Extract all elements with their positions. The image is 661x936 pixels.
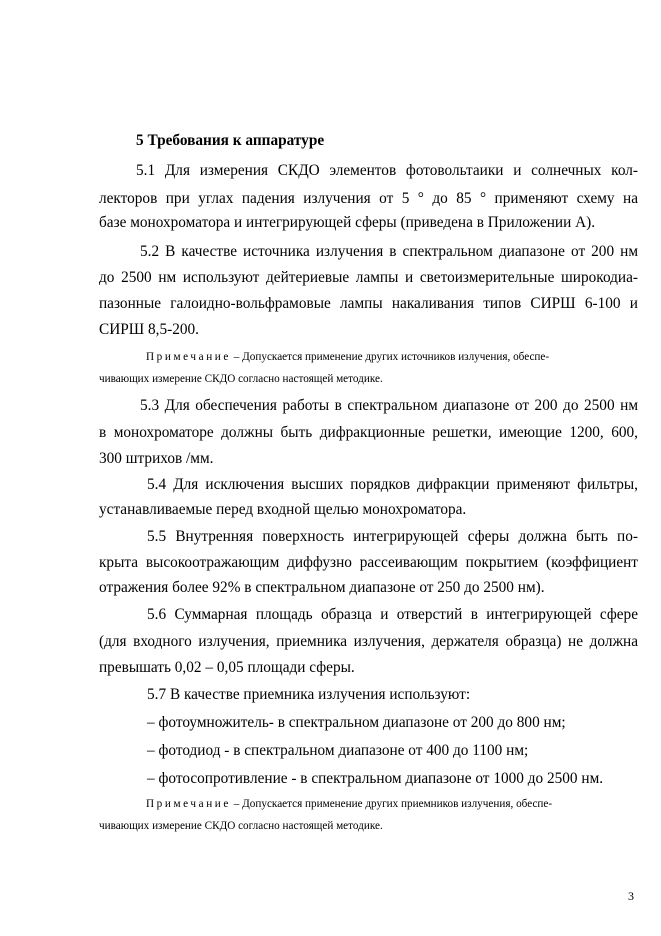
paragraph-5-4-line-2: устанавливаемые перед входной щелью монохроматора. (99, 501, 467, 518)
paragraph-5-6-line-2: (для входного излучения, приемника излучения, держателя образца) не должна (99, 633, 638, 650)
note-1-line-1 (146, 349, 638, 365)
note-2-line-1 (146, 796, 638, 812)
paragraph-5-2-line-2: до 2500 нм используют дейтериевые лампы и светоизмерительные широкодиа- (99, 269, 638, 286)
paragraph-5-1-line-1: 5.1 Для измерения СКДО элементов фотовольтаики и солнечных кол- (136, 162, 638, 179)
paragraph-5-4-line-1: 5.4 Для исключения высших порядков дифракции применяют фильтры, (147, 476, 638, 493)
note-1-text: – Допускается применение других источников излучения, обеспе- (230, 351, 550, 363)
note-2-text: – Допускается применение других приемников излучения, обеспе- (230, 798, 553, 810)
paragraph-5-1-line-3: базе монохроматора и интегрирующей сферы (приведена в Приложении А). (99, 214, 596, 231)
paragraph-5-2-line-3: пазонные галоидно-вольфрамовые лампы накаливания типов СИРШ 6-100 и (99, 295, 638, 312)
paragraph-5-6-line-1: 5.6 Суммарная площадь образца и отверстий в интегрирующей сфере (147, 606, 638, 623)
paragraph-5-6-line-3: превышать 0,02 – 0,05 площади сферы. (99, 659, 355, 676)
section-heading: 5 Требования к аппаратуре (136, 132, 325, 149)
page-number: 3 (628, 889, 634, 903)
list-item: – фотосопротивление - в спектральном диапазоне от 1000 до 2500 нм. (147, 770, 604, 787)
paragraph-5-2-line-4: СИРШ 8,5-200. (99, 321, 199, 338)
paragraph-5-3-line-2: в монохроматоре должны быть дифракционные решетки, имеющие 1200, 600, (99, 424, 638, 441)
paragraph-5-5-line-3: отражения более 92% в спектральном диапазоне от 250 до 2500 нм). (99, 579, 545, 596)
paragraph-5-3-line-1: 5.3 Для обеспечения работы в спектральном диапазоне от 200 до 2500 нм (140, 397, 638, 414)
paragraph-5-2-line-1: 5.2 В качестве источника излучения в спектральном диапазоне от 200 нм (140, 243, 638, 260)
note-1-label: Примечание (146, 351, 231, 363)
paragraph-5-3-line-3: 300 штрихов /мм. (99, 450, 214, 467)
list-item: – фотоумножитель- в спектральном диапазоне от 200 до 800 нм; (147, 714, 566, 731)
paragraph-5-1-line-2: лекторов при углах падения излучения от 5 ° до 85 ° применяют схему на (99, 190, 638, 207)
note-2-line-2: чивающих измерение СКДО согласно настоящей методике. (99, 820, 383, 832)
note-1-line-2: чивающих измерение СКДО согласно настоящей методике. (99, 373, 383, 385)
paragraph-5-7-lead: 5.7 В качестве приемника излучения используют: (147, 686, 471, 703)
note-2-label: Примечание (146, 798, 231, 810)
list-item: – фотодиод - в спектральном диапазоне от 400 до 1100 нм; (147, 742, 529, 759)
paragraph-5-5-line-1: 5.5 Внутренняя поверхность интегрирующей сферы должна быть по- (147, 528, 638, 545)
paragraph-5-5-line-2: крыта высокоотражающим диффузно рассеивающим покрытием (коэффициент (99, 554, 638, 571)
